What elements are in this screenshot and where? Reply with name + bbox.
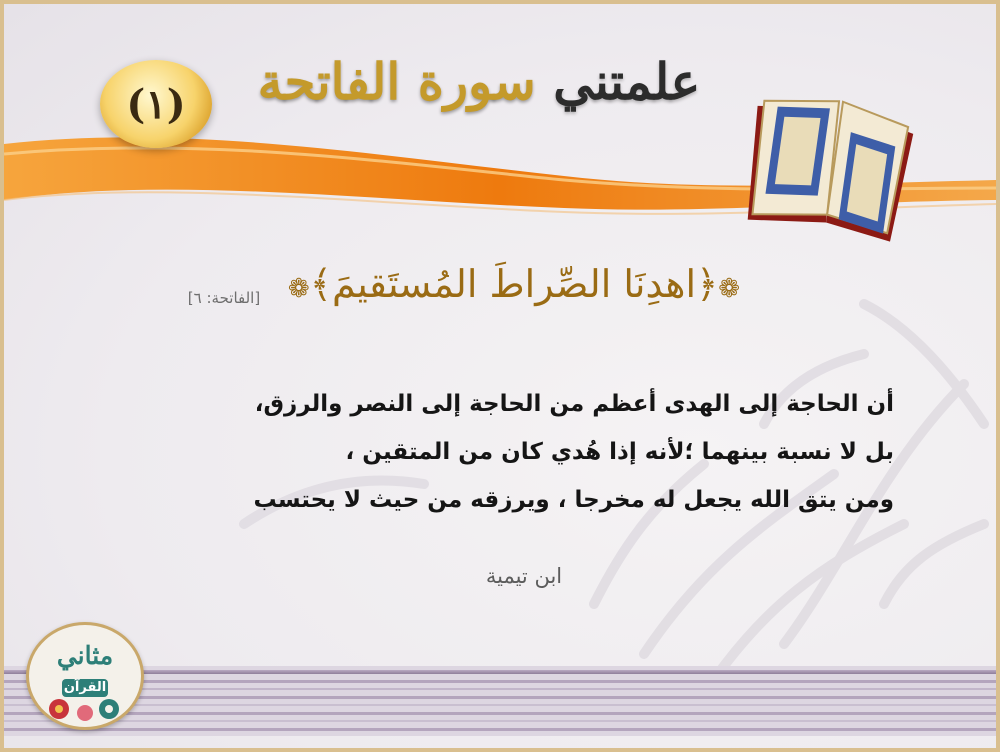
quote-line: بل لا نسبة بينهما ؛لأنه إذا هُدي كان من المتقين ، xyxy=(345,439,894,465)
logo-subtitle: القرآن xyxy=(63,680,107,695)
bottom-stripes xyxy=(4,666,996,736)
number-badge xyxy=(100,60,212,148)
quote-line: أن الحاجة إلى الهدى أعظم من الحاجة إلى النصر والرزق، xyxy=(254,391,894,417)
flower-icon xyxy=(29,687,141,727)
quote-line: ومن يتق الله يجعل له مخرجا ، ويرزقه من حيث لا يحتسب xyxy=(253,487,894,513)
ornament-icon: ❁ xyxy=(287,274,310,304)
title-surah: سورة الفاتحة xyxy=(257,52,536,111)
verse-reference: [الفاتحة: ٦] xyxy=(187,289,261,307)
ornament-icon: ❁ xyxy=(718,274,741,304)
header-title xyxy=(229,52,729,111)
verse-text xyxy=(284,262,744,306)
verse-content: ﴿اهدِنَا الصِّراطَ المُستَقيمَ﴾ xyxy=(309,262,719,306)
book-illustration xyxy=(741,90,916,243)
mathani-logo xyxy=(26,622,144,730)
logo-name: مثاني xyxy=(56,641,114,670)
badge-number: (١) xyxy=(126,80,186,128)
quote-author: ابن تيمية xyxy=(485,564,563,588)
title-prefix: علمتني xyxy=(553,52,701,111)
quote-text xyxy=(104,380,894,524)
